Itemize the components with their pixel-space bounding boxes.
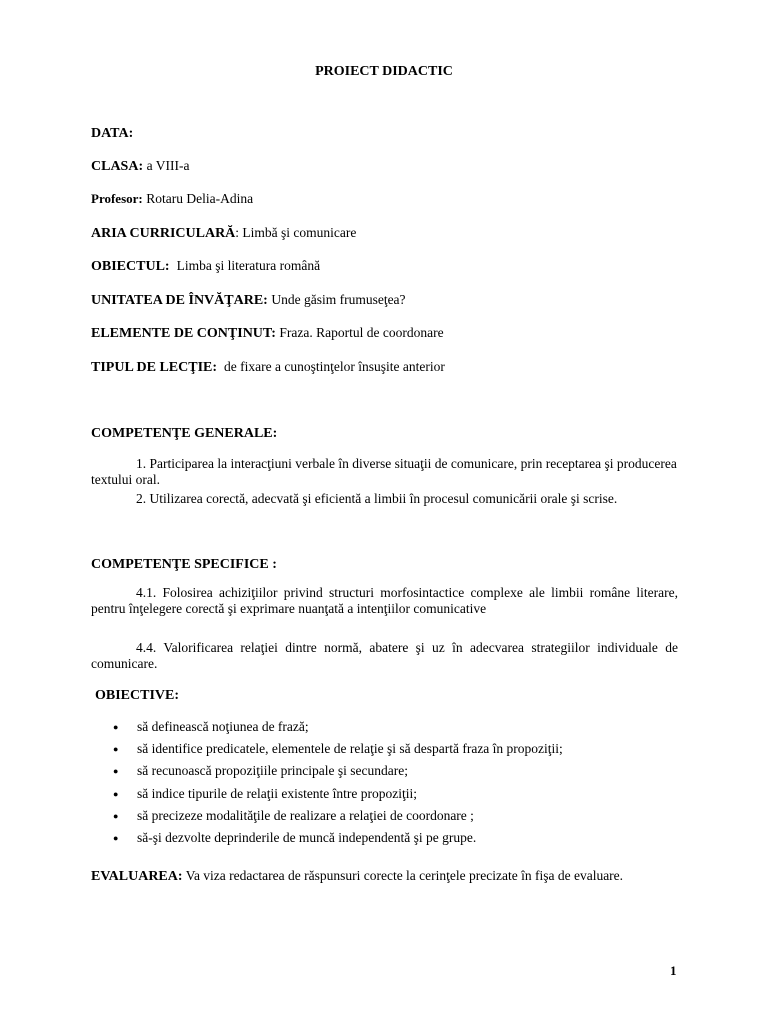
field-value: Fraza. Raportul de coordonare [279,325,444,340]
list-item [91,760,563,782]
field-label: OBIECTUL: [91,259,170,274]
bullet-icon: ● [113,832,119,843]
list-item-text: să indice tipurile de relaţii existente între propoziţii; [137,785,418,801]
page-number: 1 [670,963,677,978]
field-unitatea [91,292,406,309]
obiective-heading: OBIECTIVE: [95,688,180,703]
obiective-list [91,716,563,849]
field-data [91,125,133,142]
field-label: UNITATEA DE ÎNVĂŢARE: [91,293,268,308]
field-value: de fixare a cunoştinţelor însuşite anterior [224,359,445,374]
bullet-icon: ● [113,788,119,799]
field-tipul-lectie [91,359,445,376]
field-value: Unde găsim frumuseţea? [271,292,406,307]
field-label: ELEMENTE DE CONŢINUT: [91,326,276,341]
list-item [91,716,563,738]
document-title: PROIECT DIDACTIC [315,64,453,79]
evaluarea-paragraph [91,868,678,885]
list-item-text: să-şi dezvolte deprinderile de muncă independentă şi pe grupe. [137,829,477,845]
bullet-icon: ● [113,766,119,777]
list-item-text: să recunoască propoziţiile principale şi secundare; [137,763,409,779]
competenta-specifica-4-4: 4.4. Valorificarea relaţiei dintre normă, abatere şi uz în adecvarea strategiilor individuale de comunicare. [91,640,678,671]
list-item-text: să identifice predicatele, elementele de relaţie şi să despartă fraza în propoziţii; [137,741,563,757]
field-profesor [91,191,253,208]
field-label: TIPUL DE LECŢIE: [91,360,218,375]
competente-generale-heading: COMPETENŢE GENERALE: [91,426,278,441]
list-item [91,738,563,760]
competente-specifice-heading: COMPETENŢE SPECIFICE : [91,557,277,572]
evaluarea-label: EVALUAREA: [91,869,183,884]
field-value: : Limbă şi comunicare [235,225,357,240]
field-label: ARIA CURRICULARĂ [91,226,236,241]
bullet-icon: ● [113,744,119,755]
field-label: Profesor: [91,191,143,206]
evaluarea-text: Va viza redactarea de răspunsuri corecte la cerinţele precizate în fişa de evaluare. [185,868,624,883]
field-label: CLASA: [91,159,144,174]
field-elemente-continut [91,325,444,342]
bullet-icon: ● [113,722,119,732]
bullet-icon: ● [113,810,119,821]
competenta-specifica-4-1: 4.1. Folosirea achiziţiilor privind structuri morfosintactice complexe ale limbii române literare, pentru înţelegere corectă şi exprimare nuanţată a intenţiilor comunicative [91,585,678,616]
field-obiectul [91,258,320,275]
competenta-generala-1: 1. Participarea la interacţiuni verbale în diverse situaţii de comunicare, prin receptarea şi producerea textului oral. [91,456,677,487]
list-item [91,827,563,849]
list-item [91,783,563,805]
field-value: Rotaru Delia-Adina [146,191,254,206]
list-item-text: să precizeze modalităţile de realizare a relaţiei de coordonare ; [137,807,474,823]
field-label: DATA: [91,126,134,141]
list-item [91,805,563,827]
field-value: a VIII-a [146,158,190,173]
competenta-generala-2: 2. Utilizarea corectă, adecvată şi eficientă a limbii în procesul comunicării orale şi scrise. [136,491,618,506]
field-aria-curriculara [91,225,356,242]
field-clasa [91,158,189,175]
list-item-text: să definească noţiunea de frază; [137,719,309,734]
field-value: Limba şi literatura română [176,258,321,273]
